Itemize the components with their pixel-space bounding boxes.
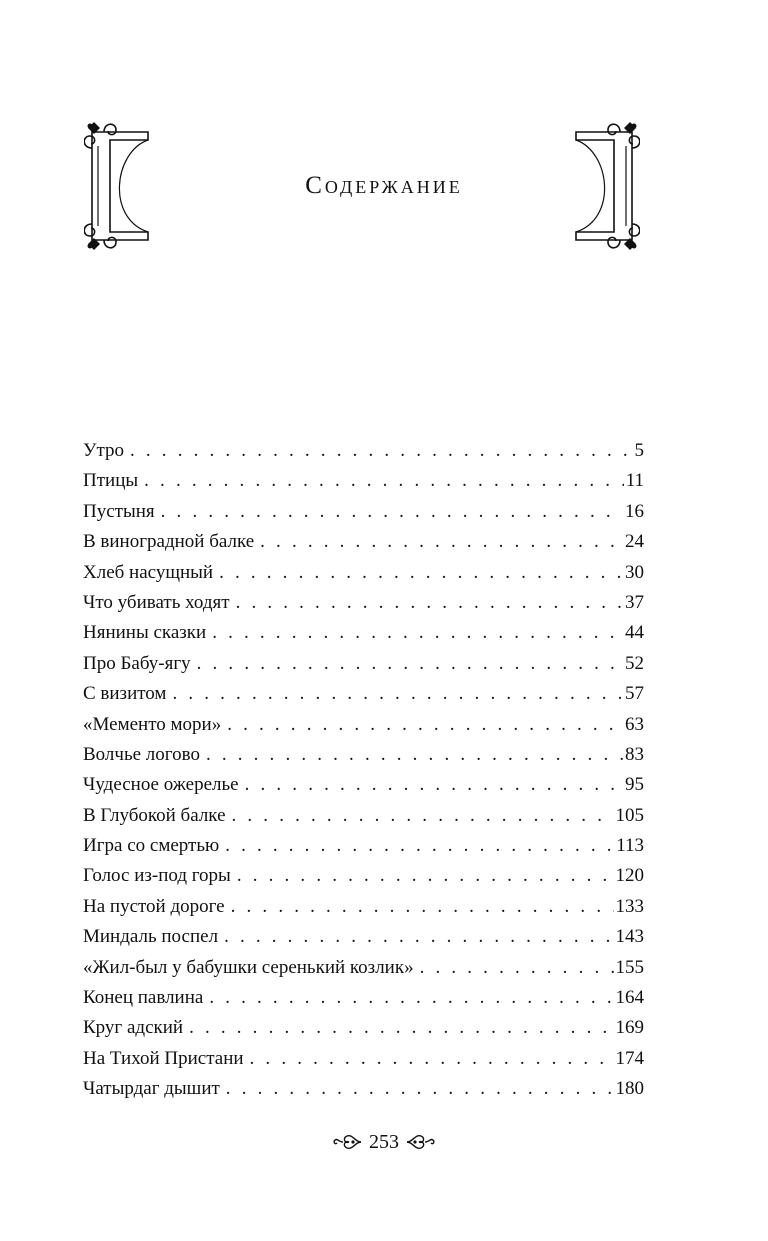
toc-dot-leader bbox=[420, 953, 614, 983]
page-footer bbox=[0, 1130, 768, 1154]
toc-dot-leader bbox=[236, 588, 623, 618]
toc-entry bbox=[83, 740, 644, 770]
toc-entry bbox=[83, 861, 644, 891]
toc-entry-title: Миндаль поспел bbox=[83, 926, 219, 948]
toc-entry-title: На Тихой Пристани bbox=[83, 1047, 244, 1069]
toc-entry-title: Игра со смертью bbox=[83, 835, 220, 857]
table-of-contents bbox=[83, 436, 644, 1105]
toc-dot-leader bbox=[219, 558, 623, 588]
toc-entry-page: 164 bbox=[615, 987, 644, 1009]
toc-dot-leader bbox=[232, 801, 614, 831]
toc-entry-page: 57 bbox=[625, 683, 644, 705]
toc-dot-leader bbox=[130, 436, 633, 466]
toc-dot-leader bbox=[144, 466, 624, 496]
toc-entry-title: Нянины сказки bbox=[83, 622, 207, 644]
toc-entry-page: 37 bbox=[625, 591, 644, 613]
toc-entry-title: С визитом bbox=[83, 683, 167, 705]
page-number: 253 bbox=[369, 1130, 399, 1153]
toc-entry-title: «Мементо мори» bbox=[83, 713, 222, 735]
toc-entry-page: 11 bbox=[625, 470, 644, 492]
toc-entry-title: Пустыня bbox=[83, 500, 155, 522]
toc-entry bbox=[83, 466, 644, 496]
toc-entry-title: Про Бабу-ягу bbox=[83, 652, 191, 674]
toc-entry bbox=[83, 710, 644, 740]
toc-dot-leader bbox=[172, 679, 623, 709]
toc-entry bbox=[83, 679, 644, 709]
toc-entry bbox=[83, 588, 644, 618]
toc-entry-title: Круг адский bbox=[83, 1017, 184, 1039]
toc-entry bbox=[83, 831, 644, 861]
toc-entry bbox=[83, 983, 644, 1013]
toc-entry-title: В виноградной балке bbox=[83, 531, 255, 553]
toc-dot-leader bbox=[212, 618, 623, 648]
toc-entry-page: 174 bbox=[615, 1047, 644, 1069]
toc-entry bbox=[83, 1074, 644, 1104]
toc-entry bbox=[83, 436, 644, 466]
toc-entry-page: 113 bbox=[616, 835, 644, 857]
toc-entry-title: На пустой дороге bbox=[83, 895, 225, 917]
toc-entry bbox=[83, 922, 644, 952]
toc-dot-leader bbox=[226, 1074, 614, 1104]
toc-dot-leader bbox=[260, 527, 623, 557]
toc-entry-page: 155 bbox=[615, 956, 644, 978]
toc-dot-leader bbox=[225, 831, 614, 861]
toc-dot-leader bbox=[250, 1044, 614, 1074]
toc-entry-page: 44 bbox=[625, 622, 644, 644]
toc-entry-title: Птицы bbox=[83, 470, 139, 492]
toc-entry-page: 180 bbox=[615, 1078, 644, 1100]
toc-entry bbox=[83, 770, 644, 800]
toc-dot-leader bbox=[209, 983, 613, 1013]
toc-entry-page: 5 bbox=[634, 440, 644, 461]
page-title: Содержание bbox=[305, 172, 463, 199]
toc-entry-title: Конец павлина bbox=[83, 987, 204, 1009]
toc-dot-leader bbox=[189, 1013, 613, 1043]
toc-entry-page: 30 bbox=[625, 561, 644, 583]
toc-entry bbox=[83, 649, 644, 679]
toc-entry-title: Хлеб насущный bbox=[83, 561, 214, 583]
toc-entry bbox=[83, 1044, 644, 1074]
toc-entry bbox=[83, 1013, 644, 1043]
toc-entry-page: 169 bbox=[615, 1017, 644, 1039]
toc-entry-page: 105 bbox=[615, 804, 644, 826]
toc-entry bbox=[83, 527, 644, 557]
left-flourish-icon bbox=[333, 1130, 363, 1154]
toc-dot-leader bbox=[237, 861, 614, 891]
toc-entry bbox=[83, 953, 644, 983]
toc-entry-title: Волчье логово bbox=[83, 743, 200, 765]
toc-entry-page: 95 bbox=[625, 774, 644, 796]
toc-dot-leader bbox=[224, 922, 613, 952]
toc-entry bbox=[83, 801, 644, 831]
toc-dot-leader bbox=[161, 497, 623, 527]
toc-entry-page: 63 bbox=[625, 713, 644, 735]
toc-dot-leader bbox=[227, 710, 623, 740]
toc-dot-leader bbox=[206, 740, 623, 770]
toc-dot-leader bbox=[197, 649, 623, 679]
toc-entry-title: «Жил-был у бабушки серенький козлик» bbox=[83, 956, 414, 978]
toc-entry-title: В Глубокой балке bbox=[83, 804, 226, 826]
toc-entry-title: Утро bbox=[83, 440, 124, 461]
toc-entry bbox=[83, 497, 644, 527]
toc-entry-title: Чудесное ожерелье bbox=[83, 774, 239, 796]
toc-entry-page: 24 bbox=[625, 531, 644, 553]
toc-entry-page: 52 bbox=[625, 652, 644, 674]
right-flourish-icon bbox=[405, 1130, 435, 1154]
toc-entry bbox=[83, 558, 644, 588]
toc-dot-leader bbox=[245, 770, 623, 800]
toc-entry-title: Что убивать ходят bbox=[83, 591, 230, 613]
toc-dot-leader bbox=[231, 892, 614, 922]
toc-entry-page: 143 bbox=[615, 926, 644, 948]
toc-entry-title: Голос из-под горы bbox=[83, 865, 231, 887]
toc-entry-page: 83 bbox=[625, 743, 644, 765]
toc-entry bbox=[83, 892, 644, 922]
toc-entry-page: 16 bbox=[625, 500, 644, 522]
toc-entry-page: 133 bbox=[615, 895, 644, 917]
toc-entry-page: 120 bbox=[615, 865, 644, 887]
toc-entry bbox=[83, 618, 644, 648]
toc-entry-title: Чатырдаг дышит bbox=[83, 1078, 220, 1100]
